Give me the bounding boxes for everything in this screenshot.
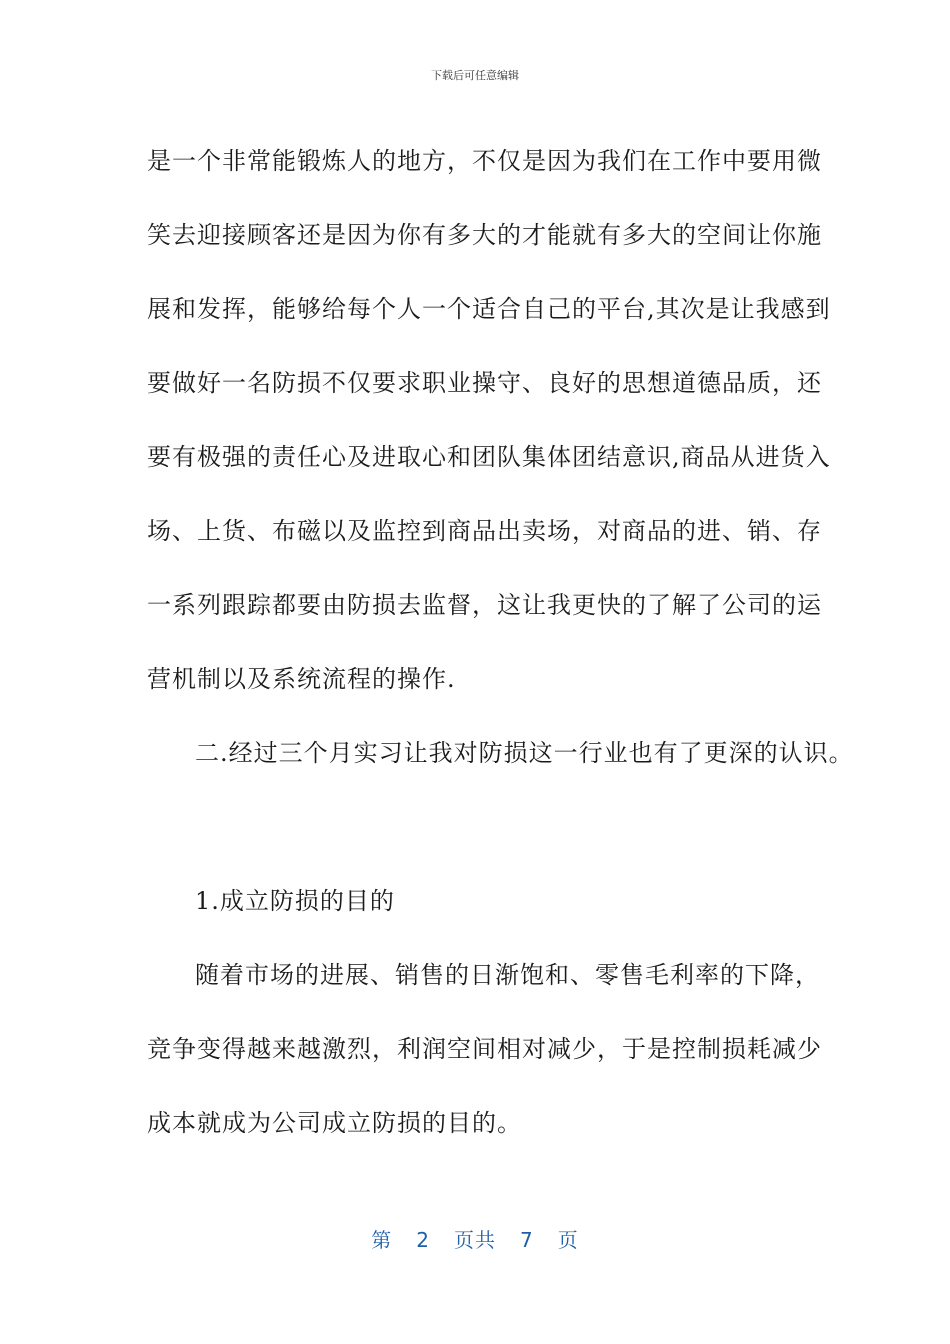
paragraph-line: 场、上货、布磁以及监控到商品出卖场，对商品的进、销、存 [147, 517, 822, 545]
header-note: 下载后可任意编辑 [431, 69, 519, 82]
current-page-number: 2 [416, 1228, 430, 1252]
footer-middle: 页共 [454, 1228, 496, 1252]
paragraph-line: 是一个非常能锻炼人的地方，不仅是因为我们在工作中要用微 [147, 147, 822, 175]
paragraph-line: 一系列跟踪都要由防损去监督，这让我更快的了解了公司的运 [147, 591, 822, 619]
paragraph-line: 展和发挥，能够给每个人一个适合自己的平台,其次是让我感到 [147, 295, 831, 323]
paragraph-line: 营机制以及系统流程的操作. [147, 665, 456, 693]
paragraph-line: 笑去迎接顾客还是因为你有多大的才能就有多大的空间让你施 [147, 221, 822, 249]
total-pages-number: 7 [520, 1228, 534, 1252]
document-body [147, 124, 854, 1160]
footer-prefix: 第 [371, 1228, 393, 1252]
footer-suffix: 页 [557, 1228, 579, 1252]
subsection-heading: 1.成立防损的目的 [195, 887, 395, 915]
paragraph-line: 随着市场的进展、销售的日渐饱和、零售毛利率的下降， [195, 961, 820, 989]
paragraph-line: 要做好一名防损不仅要求职业操守、良好的思想道德品质，还 [147, 369, 822, 397]
paragraph-line: 要有极强的责任心及进取心和团队集体团结意识,商品从进货入 [147, 443, 831, 471]
paragraph-line: 竞争变得越来越激烈，利润空间相对减少，于是控制损耗减少 [147, 1035, 822, 1063]
paragraph-line: 成本就成为公司成立防损的目的。 [147, 1109, 522, 1137]
page-footer [0, 1224, 950, 1253]
paragraph-gap [147, 790, 827, 864]
section-heading: 二.经过三个月实习让我对防损这一行业也有了更深的认识。 [195, 739, 854, 767]
